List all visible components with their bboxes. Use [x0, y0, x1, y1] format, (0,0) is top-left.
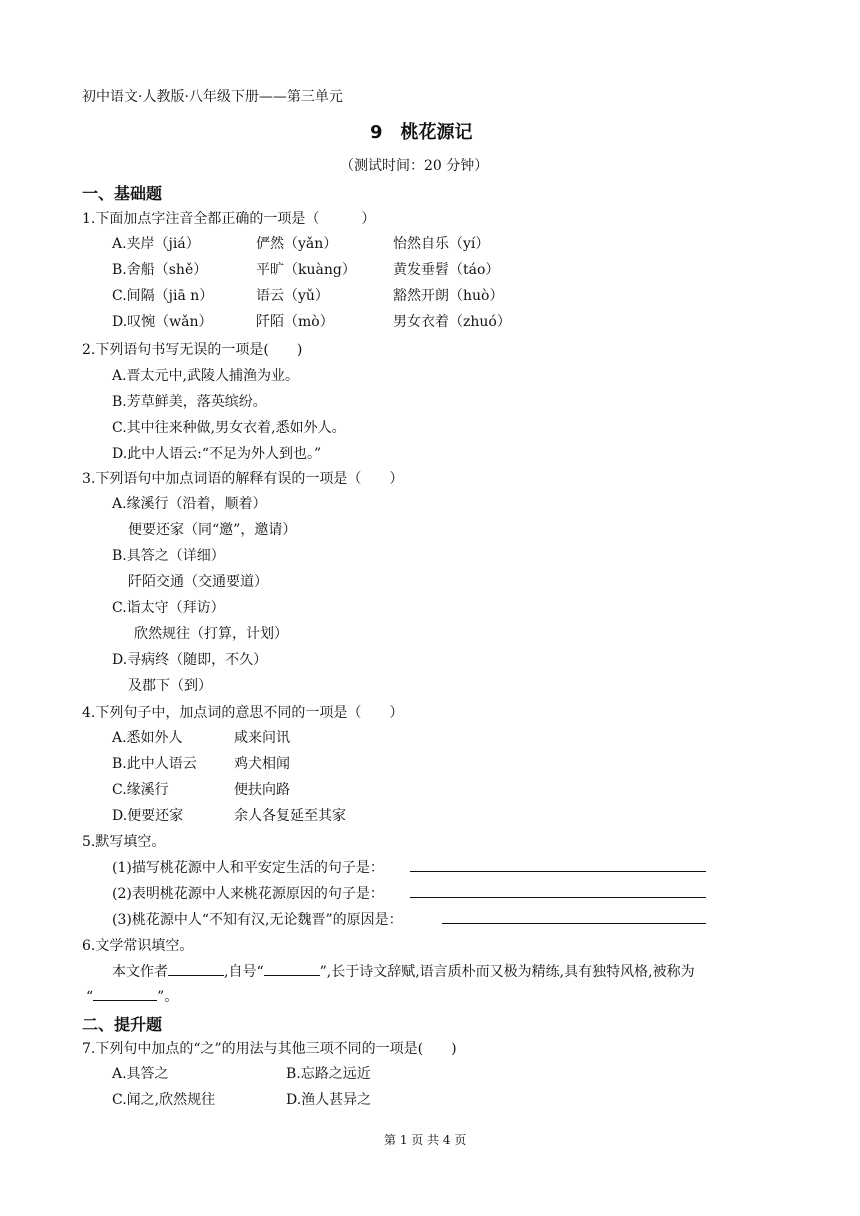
q4-d-2: 余人各复延至其家: [234, 808, 346, 824]
q3-line: 欣然规往（打算，计划）: [134, 626, 288, 642]
q1-c-2: 语云（yǔ）: [256, 288, 329, 304]
q5-blank-2[interactable]: [410, 897, 706, 898]
q1-a-2: 俨然（yǎn）: [256, 236, 338, 252]
q1-b-2: 平旷（kuàng）: [256, 262, 356, 278]
alias-blank[interactable]: [264, 961, 320, 976]
q1-b-3: 黄发垂髫（táo）: [393, 262, 500, 278]
q1-stem: 1.下面加点字注音全都正确的一项是（ ）: [82, 211, 376, 227]
q2-option-d: D.此中人语云:“不足为外人到也。”: [112, 446, 322, 462]
q5-item-1: (1)描写桃花源中人和平安定生活的句子是：: [112, 860, 384, 876]
q3-line: 阡陌交通（交通要道）: [128, 574, 268, 590]
q4-b-1: B.此中人语云: [112, 756, 197, 772]
q1-b-1: B.舍船（shě）: [112, 262, 208, 278]
q1-d-1: D.叹惋（wǎn）: [112, 314, 213, 330]
q5-item-3: (3)桃花源中人“不知有汉,无论魏晋”的原因是：: [112, 912, 403, 928]
q5-blank-1[interactable]: [410, 871, 706, 872]
q3-line: D.寻病终（随即，不久）: [112, 652, 268, 668]
section-basic: 一、基础题: [82, 184, 163, 203]
q5-blank-3[interactable]: [442, 923, 706, 924]
q4-a-2: 咸来问讯: [234, 730, 290, 746]
q6-text: ”。: [157, 989, 179, 1005]
q6-stem: 6.文学常识填空。: [82, 938, 194, 954]
page-header: 初中语文·人教版·八年级下册——第三单元: [82, 89, 343, 105]
q5-item-2: (2)表明桃花源中人来桃花源原因的句子是：: [112, 886, 384, 902]
q2-stem: 2.下列语句书写无误的一项是( ): [82, 342, 303, 358]
page-number: 第 1 页 共 4 页: [384, 1133, 467, 1147]
q1-a-1: A.夹岸（jiá）: [112, 236, 200, 252]
q4-a-1: A.悉如外人: [112, 730, 183, 746]
q3-line: C.诣太守（拜访）: [112, 600, 225, 616]
q5-stem: 5.默写填空。: [82, 834, 166, 850]
q2-option-b: B.芳草鲜美，落英缤纷。: [112, 394, 267, 410]
q4-d-1: D.便要还家: [112, 808, 184, 824]
title-blank[interactable]: [93, 986, 157, 1001]
q6-text: “: [86, 989, 94, 1005]
q1-d-3: 男女衣着（zhuó）: [393, 314, 511, 330]
q6-text: ,自号“: [224, 964, 264, 980]
q4-b-2: 鸡犬相闻: [234, 756, 290, 772]
q2-option-c: C.其中往来种做,男女衣着,悉如外人。: [112, 420, 346, 436]
q7-option-c: C.闻之,欣然规往: [112, 1092, 216, 1108]
q3-line: 及郡下（到）: [128, 678, 212, 694]
section-advanced: 二、提升题: [82, 1015, 163, 1034]
test-time: （测试时间：20 分钟）: [340, 158, 489, 174]
q6-line-2: [86, 986, 178, 1006]
q1-c-1: C.间隔（jiā n）: [112, 288, 214, 304]
q1-a-3: 怡然自乐（yí）: [393, 236, 490, 252]
author-blank[interactable]: [168, 961, 224, 976]
q3-line: A.缘溪行（沿着，顺着）: [112, 496, 267, 512]
q4-c-1: C.缘溪行: [112, 782, 169, 798]
q7-option-b: B.忘路之远近: [286, 1066, 371, 1082]
q4-c-2: 便扶向路: [234, 782, 290, 798]
q7-option-a: A.具答之: [112, 1066, 169, 1082]
q4-stem: 4.下列句子中，加点词的意思不同的一项是（ ）: [82, 705, 404, 721]
q2-option-a: A.晋太元中,武陵人捕渔为业。: [112, 368, 300, 384]
q3-line: 便要还家（同“邀”，邀请）: [128, 522, 297, 538]
q6-text: ”,长于诗文辞赋,语言质朴而又极为精练,具有独特风格,被称为: [319, 964, 695, 980]
q7-option-d: D.渔人甚异之: [286, 1092, 372, 1108]
q1-d-2: 阡陌（mò）: [256, 314, 334, 330]
q6-text: 本文作者: [112, 964, 168, 980]
q1-c-3: 豁然开朗（huò）: [393, 288, 504, 304]
page-title: 9 桃花源记: [370, 122, 473, 143]
q3-stem: 3.下列语句中加点词语的解释有误的一项是（ ）: [82, 471, 404, 487]
q7-stem: 7.下列句中加点的“之”的用法与其他三项不同的一项是( ): [82, 1041, 457, 1057]
q6-line-1: [112, 961, 695, 981]
q3-line: B.具答之（详细）: [112, 548, 225, 564]
